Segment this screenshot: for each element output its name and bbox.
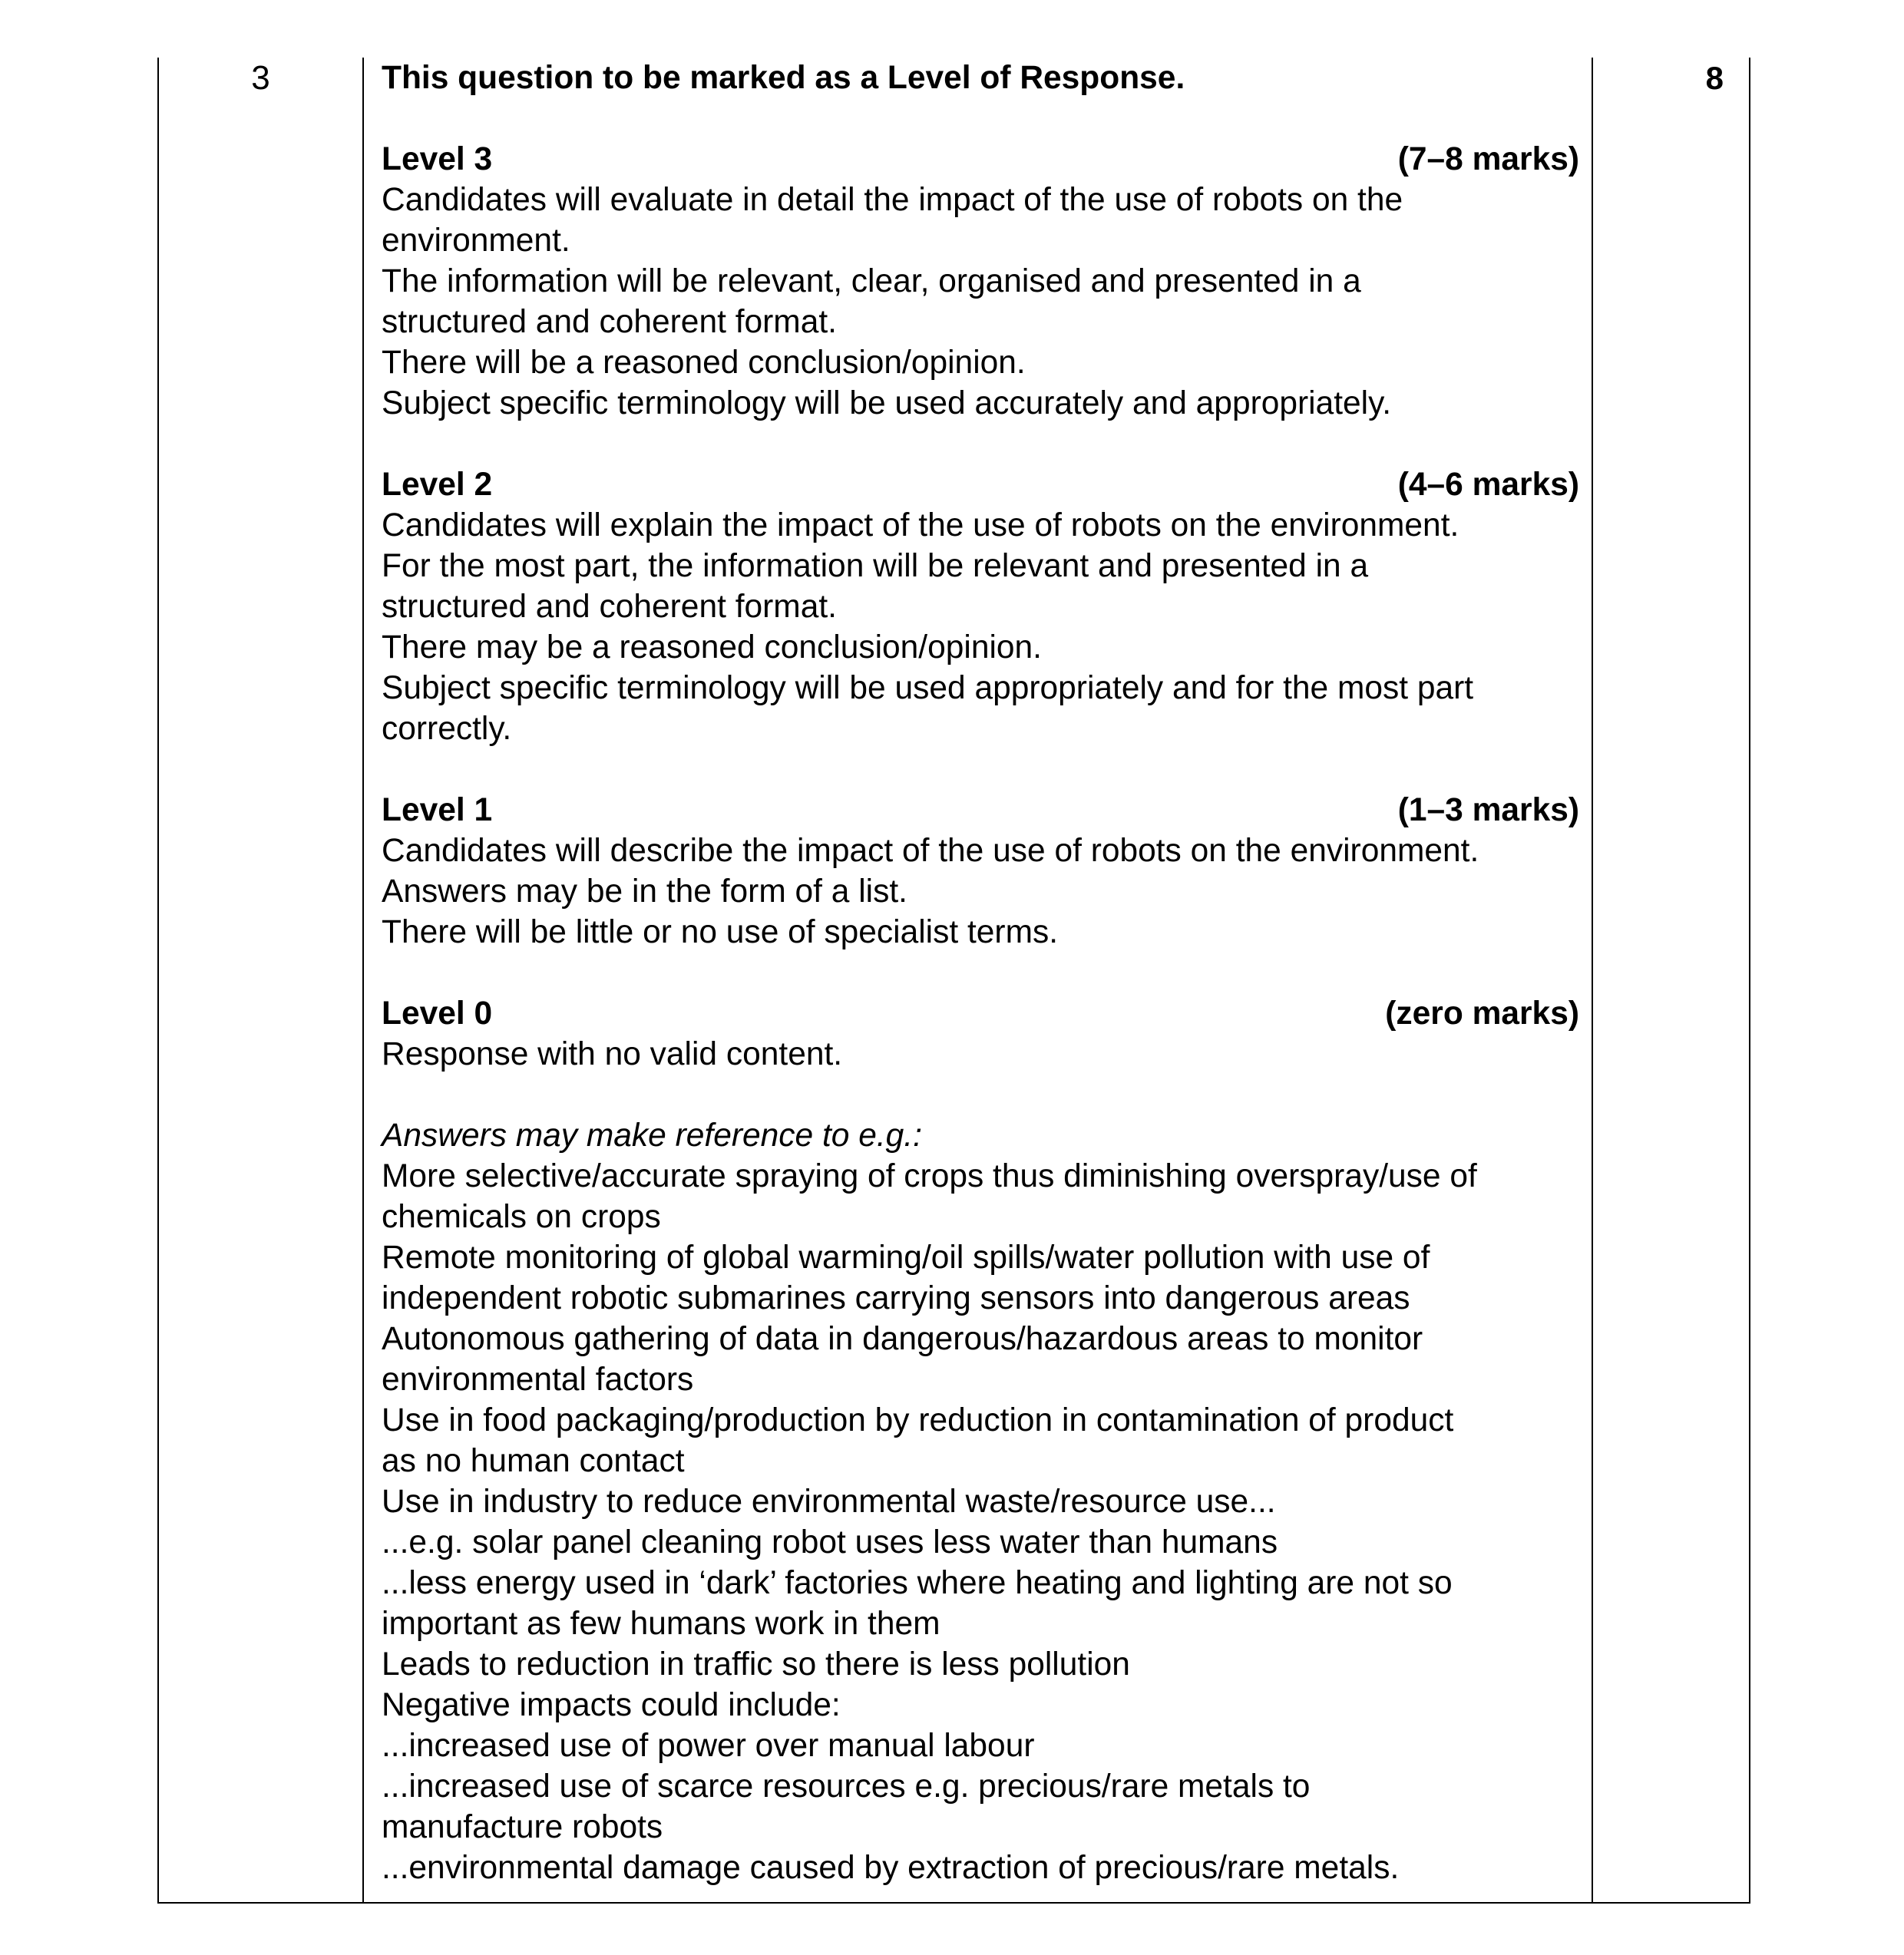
level-line: correctly. bbox=[382, 711, 512, 747]
reference-line: environmental factors bbox=[382, 1362, 694, 1398]
level-title: Level 0 bbox=[382, 996, 493, 1032]
level-title: Level 1 bbox=[382, 792, 493, 828]
level-line: environment. bbox=[382, 223, 570, 259]
level-block bbox=[382, 993, 1579, 1075]
reference-line: Leads to reduction in traffic so there is less pollution bbox=[382, 1646, 1130, 1683]
reference-line: ...e.g. solar panel cleaning robot uses less water than humans bbox=[382, 1524, 1278, 1560]
reference-line: Autonomous gathering of data in dangerous/hazardous areas to monitor bbox=[382, 1321, 1423, 1357]
level-line: Response with no valid content. bbox=[382, 1036, 843, 1072]
level-line: structured and coherent format. bbox=[382, 589, 837, 625]
reference-line: More selective/accurate spraying of crops thus diminishing overspray/use of bbox=[382, 1158, 1477, 1194]
reference-line: important as few humans work in them bbox=[382, 1606, 940, 1642]
level-marks: (1–3 marks) bbox=[1397, 792, 1579, 828]
reference-line: Use in industry to reduce environmental waste/resource use... bbox=[382, 1484, 1276, 1520]
reference-block bbox=[382, 1115, 1579, 1888]
level-marks: (zero marks) bbox=[1385, 996, 1579, 1032]
mark-scheme-table bbox=[157, 58, 1750, 1904]
reference-line: ...less energy used in ‘dark’ factories where heating and lighting are not so bbox=[382, 1565, 1453, 1601]
reference-line: chemicals on crops bbox=[382, 1199, 661, 1235]
question-number: 3 bbox=[251, 59, 270, 97]
reference-line: ...increased use of scarce resources e.g. precious/rare metals to bbox=[382, 1768, 1311, 1805]
level-line: The information will be relevant, clear, organised and presented in a bbox=[382, 263, 1361, 299]
level-block bbox=[382, 464, 1579, 749]
answer-guidance bbox=[382, 58, 1579, 1888]
level-line: structured and coherent format. bbox=[382, 304, 837, 340]
level-line: Answers may be in the form of a list. bbox=[382, 873, 907, 910]
intro-text: This question to be marked as a Level of Response. bbox=[382, 60, 1185, 96]
level-line: For the most part, the information will be relevant and presented in a bbox=[382, 548, 1369, 584]
level-title: Level 3 bbox=[382, 141, 493, 177]
column-divider-left bbox=[362, 58, 364, 1902]
reference-line: manufacture robots bbox=[382, 1809, 663, 1845]
reference-line: as no human contact bbox=[382, 1443, 685, 1479]
level-block bbox=[382, 139, 1579, 424]
level-line: Subject specific terminology will be used accurately and appropriately. bbox=[382, 385, 1392, 421]
reference-line: Use in food packaging/production by reduction in contamination of product bbox=[382, 1402, 1454, 1438]
level-line: There will be a reasoned conclusion/opinion. bbox=[382, 345, 1026, 381]
level-line: There will be little or no use of specialist terms. bbox=[382, 914, 1059, 950]
reference-line: Remote monitoring of global warming/oil spills/water pollution with use of bbox=[382, 1240, 1430, 1276]
reference-line: ...increased use of power over manual labour bbox=[382, 1728, 1035, 1764]
level-marks: (7–8 marks) bbox=[1397, 141, 1579, 177]
level-block bbox=[382, 790, 1579, 953]
total-marks: 8 bbox=[1705, 60, 1724, 96]
level-title: Level 2 bbox=[382, 467, 493, 503]
reference-line: ...environmental damage caused by extraction of precious/rare metals. bbox=[382, 1850, 1400, 1886]
column-divider-right bbox=[1592, 58, 1593, 1902]
level-line: There may be a reasoned conclusion/opinion. bbox=[382, 629, 1042, 665]
reference-heading: Answers may make reference to e.g.: bbox=[382, 1118, 922, 1154]
reference-line: Negative impacts could include: bbox=[382, 1687, 841, 1723]
reference-line: independent robotic submarines carrying sensors into dangerous areas bbox=[382, 1280, 1410, 1316]
level-line: Subject specific terminology will be used appropriately and for the most part bbox=[382, 670, 1474, 706]
level-line: Candidates will evaluate in detail the impact of the use of robots on the bbox=[382, 182, 1403, 218]
level-line: Candidates will explain the impact of the use of robots on the environment. bbox=[382, 507, 1459, 543]
level-line: Candidates will describe the impact of the use of robots on the environment. bbox=[382, 833, 1479, 869]
level-marks: (4–6 marks) bbox=[1397, 467, 1579, 503]
